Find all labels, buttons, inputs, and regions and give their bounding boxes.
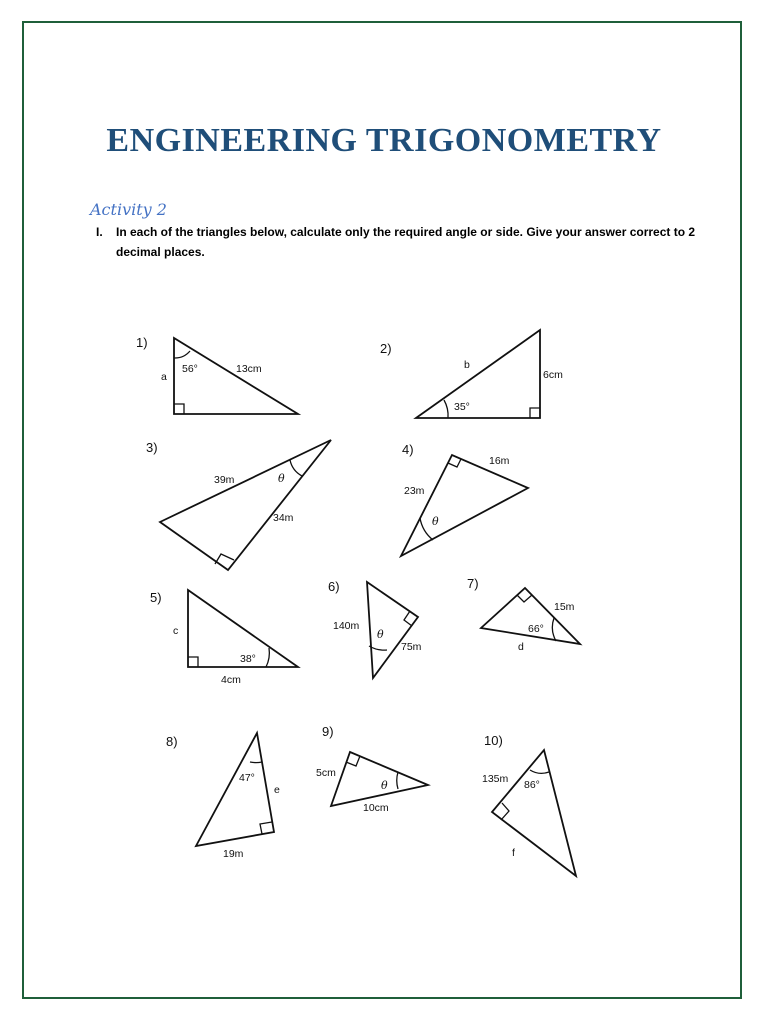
- angle-arc: [174, 351, 190, 358]
- right-angle-marker: [530, 408, 540, 418]
- side-label: b: [464, 359, 470, 371]
- problem-number: 4): [402, 442, 414, 457]
- side-label: f: [512, 847, 515, 859]
- side-label: c: [173, 625, 179, 637]
- triangle-10: [492, 750, 576, 876]
- side-label: 19m: [223, 848, 244, 860]
- side-label: e: [274, 784, 280, 796]
- side-label: 34m: [273, 512, 294, 524]
- angle-arc: [530, 770, 549, 773]
- side-label: 6cm: [543, 369, 563, 381]
- side-label: 5cm: [316, 767, 336, 779]
- right-angle-marker: [517, 595, 532, 602]
- angle-label: θ: [278, 472, 285, 485]
- problem-number: 1): [136, 335, 148, 350]
- instruction-number: I.: [96, 225, 103, 239]
- angle-label: θ: [381, 779, 388, 792]
- right-angle-marker: [174, 404, 184, 414]
- angle-arc: [290, 460, 302, 476]
- problem-number: 2): [380, 341, 392, 356]
- side-label: 39m: [214, 474, 235, 486]
- angle-arc: [552, 618, 556, 641]
- angle-label: 66°: [528, 623, 544, 635]
- problem-number: 6): [328, 579, 340, 594]
- problem-8: [166, 733, 280, 860]
- problem-number: 5): [150, 590, 162, 605]
- triangle-3: [160, 440, 331, 570]
- side-label: 16m: [489, 455, 510, 467]
- problem-number: 10): [484, 733, 503, 748]
- side-label: 140m: [333, 620, 360, 632]
- triangle-9: [331, 752, 428, 806]
- side-label: 13cm: [236, 363, 262, 375]
- problem-4: [401, 442, 528, 556]
- side-label: 4cm: [221, 674, 241, 686]
- instruction-text: In each of the triangles below, calculate only the required angle or side. Give your answer correct to 2 decimal places.: [116, 225, 696, 259]
- right-angle-marker: [188, 657, 198, 667]
- angle-label: 56°: [182, 363, 198, 375]
- right-angle-marker: [404, 611, 412, 626]
- problem-10: [482, 733, 576, 876]
- side-label: a: [161, 371, 167, 383]
- page-title: ENGINEERING TRIGONOMETRY: [106, 122, 662, 159]
- problem-5: [150, 590, 298, 686]
- problem-number: 7): [467, 576, 479, 591]
- triangle-6: [367, 582, 418, 678]
- side-label: 15m: [554, 601, 575, 613]
- side-label: d: [518, 641, 524, 653]
- triangle-1: [174, 338, 298, 414]
- right-angle-marker: [501, 803, 509, 820]
- angle-label: 35°: [454, 401, 470, 413]
- problem-number: 9): [322, 724, 334, 739]
- side-label: 23m: [404, 485, 425, 497]
- problem-7: [467, 576, 580, 653]
- problem-1: [136, 335, 298, 414]
- side-label: 135m: [482, 773, 509, 785]
- angle-label: 86°: [524, 779, 540, 791]
- problem-3: [146, 440, 331, 570]
- angle-label: θ: [377, 628, 384, 641]
- side-label: 10cm: [363, 802, 389, 814]
- side-label: 75m: [401, 641, 422, 653]
- problem-number: 8): [166, 734, 178, 749]
- angle-label: 38°: [240, 653, 256, 665]
- angle-arc: [397, 772, 398, 789]
- triangle-2: [416, 330, 540, 418]
- problem-9: [316, 724, 428, 814]
- problem-6: [328, 579, 422, 678]
- angle-label: θ: [432, 515, 439, 528]
- problem-2: [380, 330, 563, 418]
- angle-arc: [444, 400, 448, 418]
- triangle-4: [401, 455, 528, 556]
- angle-arc: [266, 648, 269, 667]
- triangle-8: [196, 733, 274, 846]
- activity-heading: Activity 2: [90, 200, 167, 219]
- angle-arc: [250, 762, 262, 763]
- angle-label: 47°: [239, 772, 255, 784]
- problem-number: 3): [146, 440, 158, 455]
